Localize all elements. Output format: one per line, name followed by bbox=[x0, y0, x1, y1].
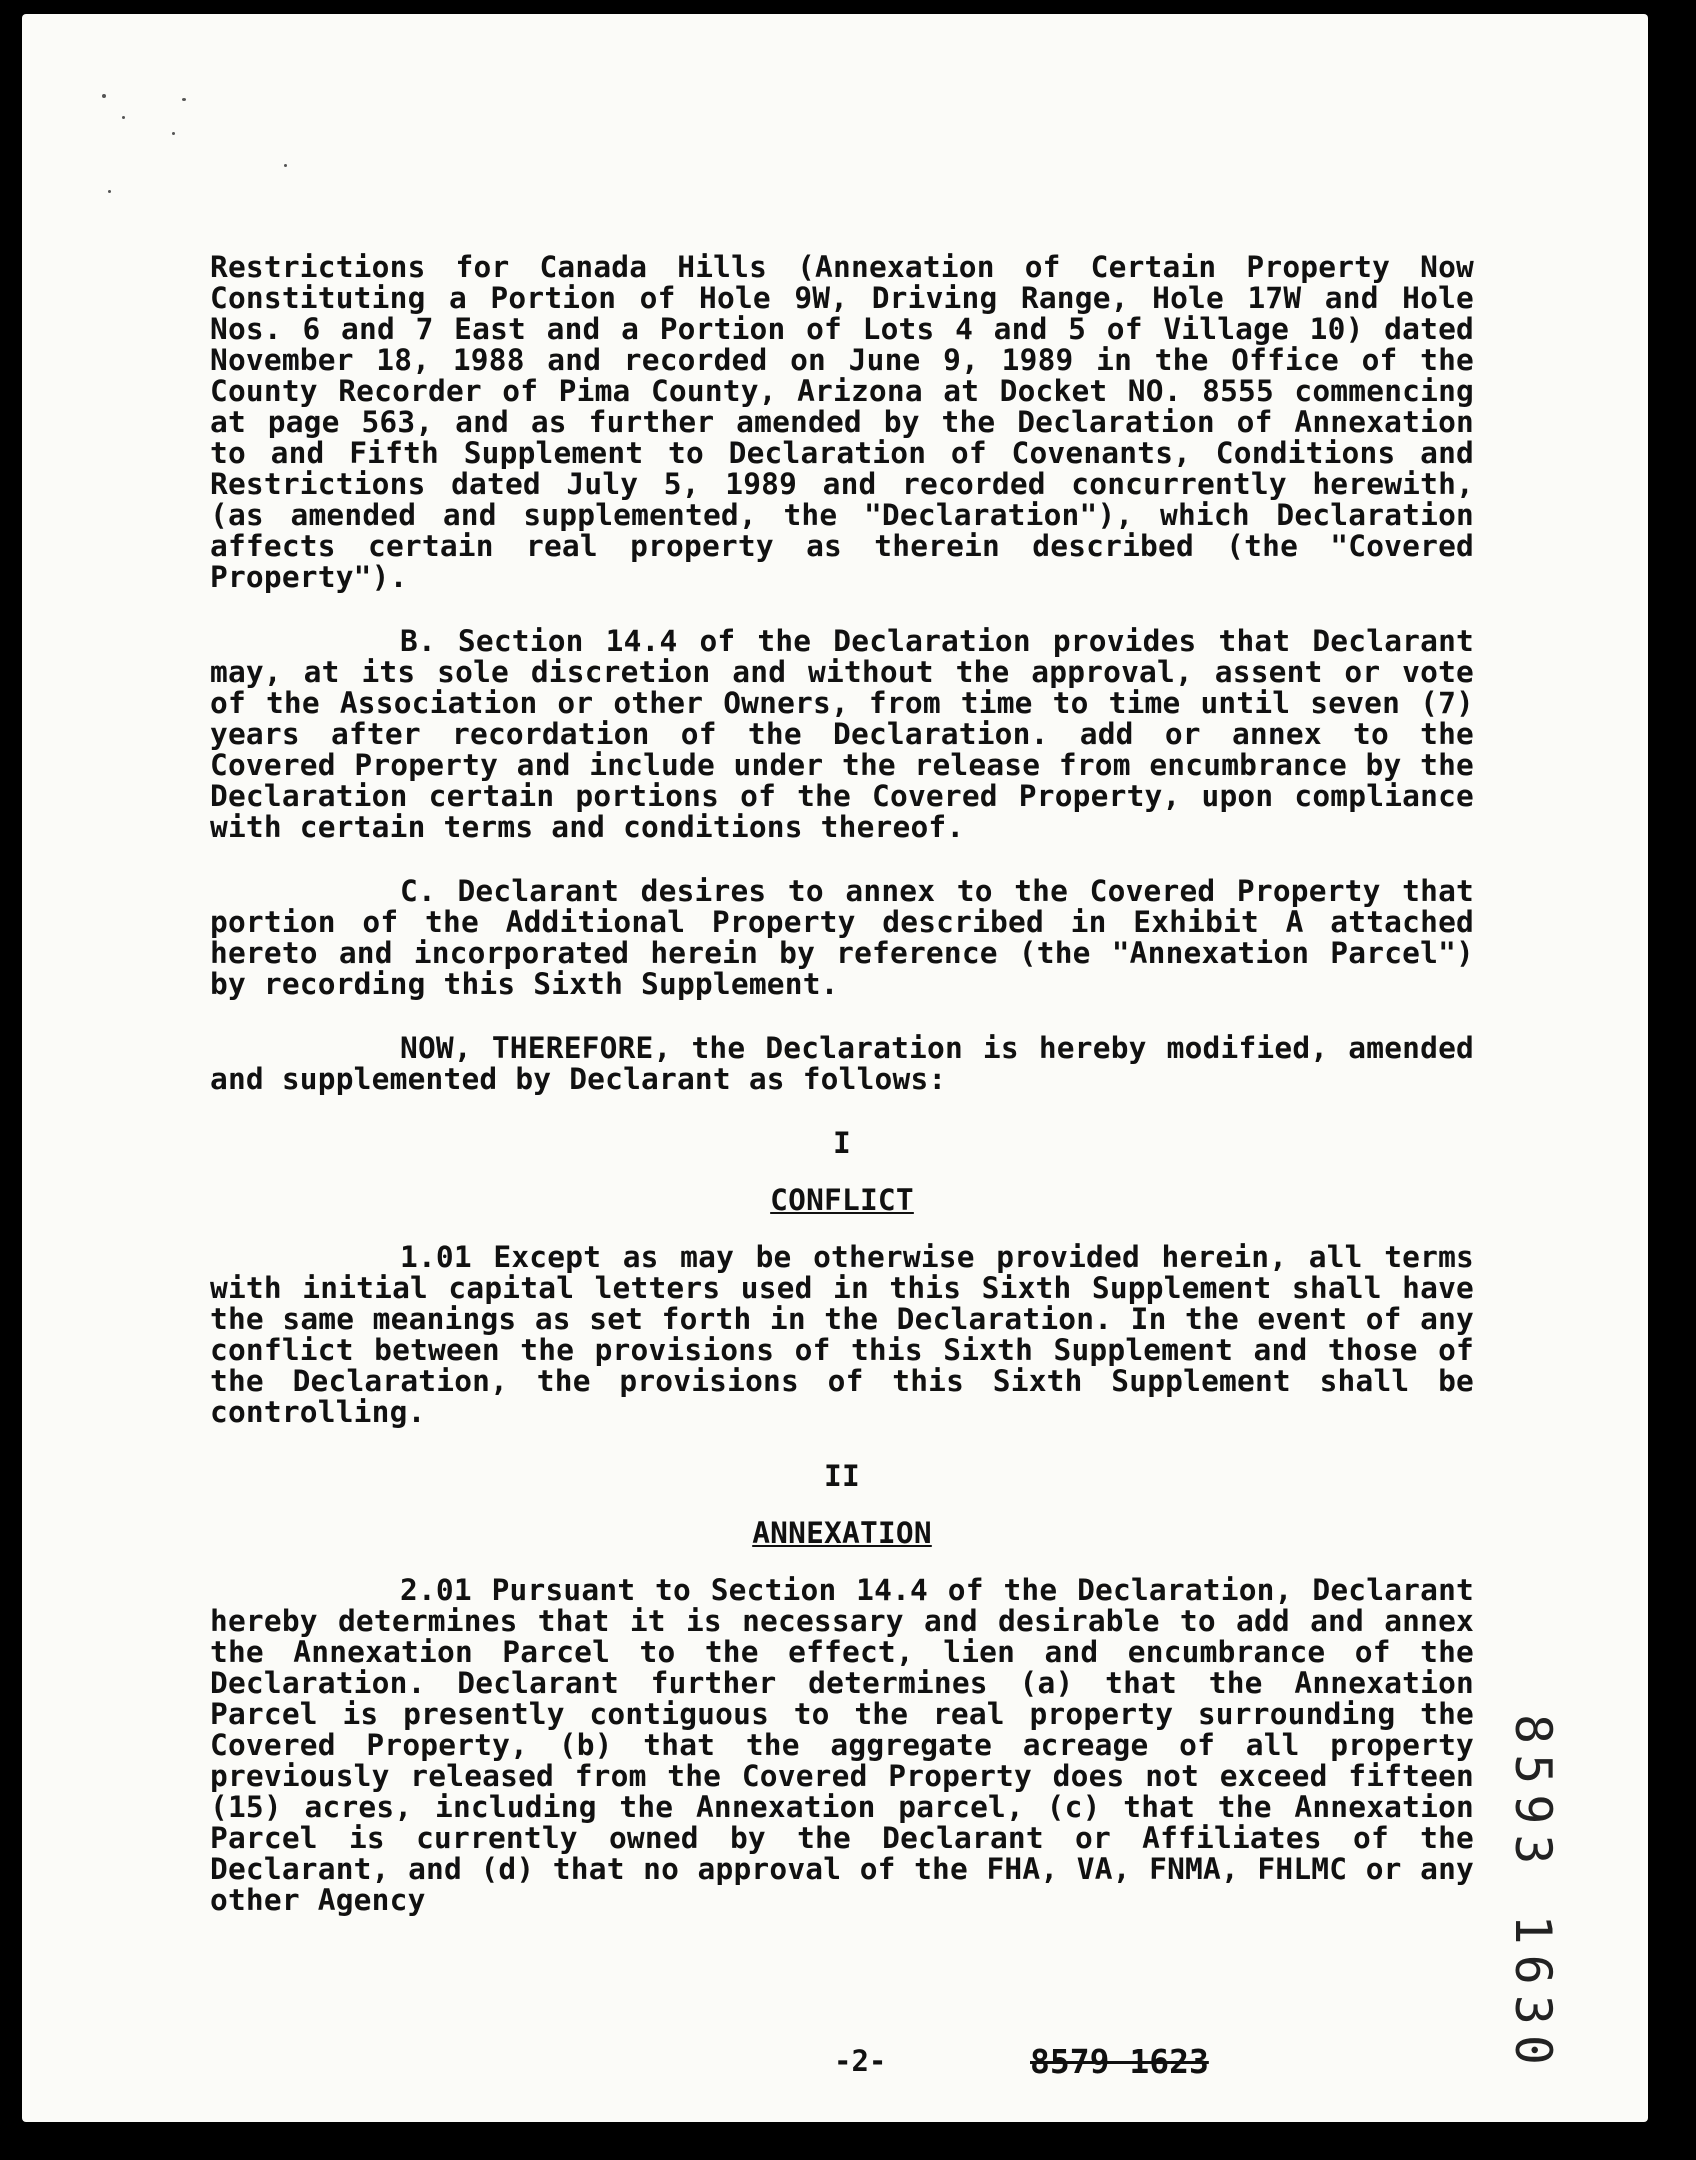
article-title-annexation: ANNEXATION bbox=[752, 1516, 932, 1550]
scan-speck bbox=[284, 164, 287, 167]
scan-speck bbox=[102, 94, 106, 98]
struck-docket-number: 8579 1623 bbox=[1030, 2042, 1209, 2081]
scan-speck bbox=[108, 190, 111, 193]
page-number: -2- bbox=[834, 2044, 887, 2078]
document-body bbox=[210, 252, 1474, 1949]
section-2-01: 2.01 Pursuant to Section 14.4 of the Declaration, Declarant hereby determines that it is necessary and desirable to add and annex the Annexation Parcel to the effect, lien and encumbrance of the Declaration. Declarant further determines (a) that the Annexation Parcel is presently contiguous to the real property surrounding the Covered Property, (b) that the aggregate acreage of all property previously released from the Covered Property does not exceed fifteen (15) acres, including the Annexation parcel, (c) that the Annexation Parcel is currently owned by the Declarant or Affiliates of the Declarant, and (d) that no approval of the FHA, VA, FNMA, FHLMC or any other Agency bbox=[210, 1573, 1474, 1917]
vertical-docket-stamp: 8593 1630 bbox=[1504, 1714, 1562, 2075]
section-1-01: 1.01 Except as may be otherwise provided herein, all terms with initial capital letters used in this Sixth Supplement shall have the same meanings as set forth in the Declaration. In the event of any conflict between the provisions of this Sixth Supplement and those of the Declaration, the provisions of this Sixth Supplement shall be controlling. bbox=[210, 1240, 1474, 1429]
paragraph-recital-a: Restrictions for Canada Hills (Annexation of Certain Property Now Constituting a Portion of Hole 9W, Driving Range, Hole 17W and Hole Nos. 6 and 7 East and a Portion of Lots 4 and 5 of Village 10) dated November 18, 1988 and recorded on June 9, 1989 in the Office of the County Recorder of Pima County, Arizona at Docket NO. 8555 commencing at page 563, and as further amended by the Declaration of Annexation to and Fifth Supplement to Declaration of Covenants, Conditions and Restrictions dated July 5, 1989 and recorded concurrently herewith, (as amended and supplemented, the "Declaration"), which Declaration affects certain real property as therein described (the "Covered Property"). bbox=[210, 250, 1474, 594]
paragraph-recital-c: C. Declarant desires to annex to the Covered Property that portion of the Additional Property described in Exhibit A attached hereto and incorporated herein by reference (the "Annexation Parcel") by recording this Sixth Supplement. bbox=[210, 874, 1474, 1001]
document-page bbox=[22, 14, 1648, 2122]
scan-speck bbox=[122, 116, 125, 119]
scan-speck bbox=[182, 98, 186, 101]
article-number-2: II bbox=[824, 1459, 860, 1493]
article-number-1: I bbox=[833, 1126, 851, 1160]
paragraph-now-therefore: NOW, THEREFORE, the Declaration is hereby modified, amended and supplemented by Declarant as follows: bbox=[210, 1031, 1474, 1096]
scan-speck bbox=[172, 132, 175, 135]
paragraph-recital-b: B. Section 14.4 of the Declaration provides that Declarant may, at its sole discretion and without the approval, assent or vote of the Association or other Owners, from time to time until seven (7) years after recordation of the Declaration. add or annex to the Covered Property and include under the release from encumbrance by the Declaration certain portions of the Covered Property, upon compliance with certain terms and conditions thereof. bbox=[210, 624, 1474, 844]
article-title-conflict: CONFLICT bbox=[770, 1183, 914, 1217]
